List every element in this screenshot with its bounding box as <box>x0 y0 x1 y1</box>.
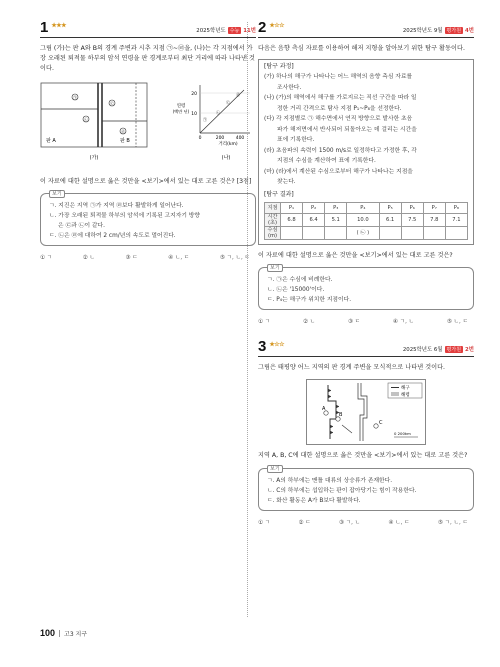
question-3-source: 2025학년도 6월 평가원 2번 <box>402 346 474 354</box>
table-cell <box>379 226 401 239</box>
question-1-number: 1 <box>40 19 49 36</box>
column-divider <box>247 22 248 617</box>
table-cell: P₁ <box>281 202 303 213</box>
page-number: 100 <box>40 628 56 638</box>
table-cell <box>303 226 325 239</box>
table-cell: ( ㉡ ) <box>347 226 379 239</box>
table-row <box>265 226 468 239</box>
option-2[interactable]: ② ㄴ <box>302 319 316 326</box>
bogi-item: ㄴ. ㉡은 '15000'이다. <box>267 287 325 294</box>
question-1-figure-svg <box>40 81 256 167</box>
point-d-label: ㉣ <box>121 128 125 134</box>
question-3-bogi-box <box>258 465 474 511</box>
legend-ridge-label: 해령 <box>401 393 410 399</box>
graph-tick-x400: 400 <box>235 135 245 141</box>
point-a-label: ㉠ <box>73 94 77 100</box>
inquiry-process-title: [탐구 과정] <box>264 63 294 71</box>
table-cell: 7.1 <box>445 213 467 226</box>
question-1-bogi-box <box>40 193 256 246</box>
table-cell: P₇ <box>423 202 445 213</box>
difficulty-stars: ★☆☆ <box>269 23 284 29</box>
region-c-marker <box>374 424 378 428</box>
graph-tick-x200: 200 <box>215 135 225 141</box>
bogi-item: ㄴ. 가장 오래된 퇴적물 하부의 암석에 기록된 고지자기 방향 <box>49 213 200 220</box>
bogi-item: ㄱ. A의 하부에는 맨틀 대류의 상승류가 존재한다. <box>267 477 393 484</box>
point-c-label: ㉢ <box>110 100 114 106</box>
scale-label: 0 200km <box>394 431 411 437</box>
legend-trench-label: 해구 <box>401 386 410 392</box>
bogi-item: ㄱ. 지진은 지역 ㉠가 지역 ㉣보다 활발하게 일어난다. <box>49 203 184 210</box>
inquiry-step-line: (가) 하나의 해구가 나타나는 어느 해역의 음향 측심 자료를 <box>264 74 413 81</box>
difficulty-stars: ★★★ <box>51 23 66 29</box>
table-cell: P₂ <box>303 202 325 213</box>
option-2[interactable]: ② ㄷ <box>298 519 311 526</box>
result-table <box>264 202 468 240</box>
question-2-options <box>258 317 474 325</box>
table-cell: P₅ <box>379 202 401 213</box>
question-3-number: 3 <box>258 338 267 356</box>
table-cell: P₈ <box>445 202 467 213</box>
bogi-item: ㄷ. 화산 활동은 A가 B보다 활발하다. <box>267 497 361 504</box>
graph-point-a: ㉠ <box>203 116 207 122</box>
plate-boundary-map <box>306 379 426 445</box>
table-cell: 6.8 <box>281 213 303 226</box>
bogi-label: 보기 <box>267 264 283 272</box>
plate-b-label: 판 B <box>120 137 130 144</box>
table-header: 수심 (m) <box>265 226 281 239</box>
option-3[interactable]: ③ ㄷ <box>125 255 138 262</box>
bogi-item: ㄷ. ㉡은 ㉣에 대하여 2 cm/년의 속도로 멀어진다. <box>49 233 176 240</box>
option-3[interactable]: ③ ㄱ, ㄴ <box>338 519 361 526</box>
option-4[interactable]: ④ ㄱ, ㄴ <box>392 319 415 326</box>
bogi-item: 은 ㉢과 ㉡이 같다. <box>58 223 105 230</box>
bogi-label: 보기 <box>267 465 283 473</box>
question-1-prompt: 이 자료에 대한 설명으로 옳은 것만을 <보기>에서 있는 대로 고른 것은? [3점] <box>40 177 252 185</box>
question-3-header <box>258 338 474 357</box>
point-b-label: ㉡ <box>84 116 88 122</box>
table-cell: P₃ <box>325 202 347 213</box>
table-header: 시간 (초) <box>265 213 281 226</box>
option-4[interactable]: ④ ㄴ, ㄷ <box>168 255 190 262</box>
exam-tag: 평가원 <box>446 27 462 34</box>
figure-na-caption: (나) <box>221 154 231 161</box>
table-cell <box>401 226 423 239</box>
graph-tick-y10: 10 <box>191 111 197 117</box>
question-3-options <box>258 518 474 526</box>
question-2-prompt: 이 자료에 대한 설명으로 옳은 것만을 <보기>에서 있는 대로 고른 것은? <box>258 251 453 259</box>
question-3-prompt: 지역 A, B, C에 대한 설명으로 옳은 것만을 <보기>에서 있는 대로 고른 것은? <box>258 452 468 460</box>
option-1[interactable]: ① ㄱ <box>258 319 271 326</box>
option-2[interactable]: ② ㄴ <box>82 255 95 262</box>
table-cell: P₆ <box>401 202 423 213</box>
plate-a-label: 판 A <box>46 137 56 144</box>
graph-tick-y20: 20 <box>191 91 197 97</box>
option-1[interactable]: ① ㄱ <box>40 255 53 262</box>
inquiry-process-steps <box>264 72 468 188</box>
table-cell: 6.1 <box>379 213 401 226</box>
table-cell: 7.8 <box>423 213 445 226</box>
inquiry-step-line: (라) 초음파의 속력이 1500 m/s로 일정하다고 가정한 후, 각 <box>264 147 417 154</box>
question-1-stem: 그림 (가)는 판 A와 B의 경계 주변과 시추 지점 ㉠~㉣을, (나)는 각 지점에서 가장 오래된 퇴적물 하부의 암석 연령을 판 경계로부터 최단 거리에 따라 나타낸 것이다. <box>40 45 255 73</box>
figure-ga-caption: (가) <box>89 154 99 161</box>
question-1-source: 2025학년도 수능 11번 <box>196 27 256 34</box>
question-2-stem: 다음은 음향 측심 자료를 이용하여 해저 지형을 알아보기 위한 탐구 활동이다. <box>258 45 465 52</box>
table-row <box>265 202 468 213</box>
graph-point-b: ㉡ <box>216 109 220 115</box>
option-4[interactable]: ④ ㄴ, ㄷ <box>388 519 410 526</box>
option-5[interactable]: ⑤ ㄱ, ㄴ, ㄷ <box>219 255 250 262</box>
table-cell: 5.1 <box>325 213 347 226</box>
question-1-header <box>40 19 256 38</box>
table-cell: 7.5 <box>401 213 423 226</box>
inquiry-step-line: (나) (가)의 해역에서 해구를 가로지르는 직선 구간을 따라 일 <box>264 95 417 102</box>
graph-xlabel: 거리(km) <box>218 141 238 147</box>
map-frame <box>41 83 147 147</box>
subject-label: 고3 지구 <box>64 630 88 638</box>
table-cell: 10.0 <box>347 213 379 226</box>
table-cell <box>445 226 467 239</box>
inquiry-step-line: 지점의 수심을 계산하여 표에 기록한다. <box>277 158 376 165</box>
exam-tag: 수능 <box>229 27 240 34</box>
table-cell: 6.4 <box>303 213 325 226</box>
page-footer <box>40 628 87 638</box>
region-c-label: C <box>379 420 383 427</box>
inquiry-step-line: 조사한다. <box>277 84 302 91</box>
inquiry-step-line: 파가 해저면에서 반사되어 되돌아오는 데 걸리는 시간을 <box>277 126 417 133</box>
question-2-number: 2 <box>258 19 267 36</box>
footer-divider <box>59 630 60 637</box>
inquiry-result-title: [탐구 결과] <box>264 190 294 198</box>
inquiry-step-line: (마) (라)에서 계산된 수심으로부터 해구가 나타나는 지점을 <box>264 168 413 175</box>
table-cell <box>423 226 445 239</box>
graph-point-c: ㉢ <box>226 99 230 105</box>
table-header: 지점 <box>265 202 281 213</box>
graph-ylabel-2: (백만 년) <box>172 108 190 114</box>
question-2-bogi-box <box>258 267 474 310</box>
table-row <box>265 213 468 226</box>
bogi-item: ㄴ. C의 하부에는 섭입하는 판이 잡아당기는 힘이 작용한다. <box>267 487 417 494</box>
difficulty-stars: ★☆☆ <box>269 342 284 349</box>
option-1[interactable]: ① ㄱ <box>258 519 271 526</box>
exam-tag: 평가원 <box>446 346 462 353</box>
question-1-figures <box>40 81 256 171</box>
bogi-item: ㄷ. P₄는 해구가 위치한 지점이다. <box>267 297 352 304</box>
region-a-label: A <box>322 406 326 413</box>
table-cell <box>281 226 303 239</box>
inquiry-step-line: 찾는다. <box>277 179 296 186</box>
option-5[interactable]: ⑤ ㄱ, ㄴ, ㄷ <box>437 519 468 526</box>
right-column <box>258 19 474 526</box>
region-b-label: B <box>339 412 343 419</box>
inquiry-step-line: 정한 거리 간격으로 탐사 지점 P₁~P₈을 선정한다. <box>277 105 402 112</box>
table-cell: P₄ <box>347 202 379 213</box>
inquiry-box <box>258 59 474 245</box>
graph-tick-x0: 0 <box>198 135 202 141</box>
graph-point-d: ㉣ <box>236 91 240 97</box>
bogi-item: ㄱ. ㉠은 수심에 비례한다. <box>267 277 333 284</box>
question-1-options <box>40 253 256 261</box>
option-3[interactable]: ③ ㄷ <box>347 319 361 326</box>
table-cell <box>325 226 347 239</box>
question-2-header <box>258 19 474 38</box>
inquiry-step-line: 표에 기록한다. <box>277 137 315 144</box>
inquiry-step-line: (다) 각 지점별로 ㉠ 해수면에서 연직 방향으로 발사한 초음 <box>264 116 413 123</box>
option-5[interactable]: ⑤ ㄴ, ㄷ <box>446 319 468 326</box>
left-column <box>40 19 256 262</box>
graph-ylabel-1: 연령 <box>176 103 186 109</box>
question-3-figure <box>258 379 474 445</box>
question-2-source: 2025학년도 9월 평가원 4번 <box>402 27 474 34</box>
bogi-label: 보기 <box>49 190 65 198</box>
question-3-stem: 그림은 태평양 어느 지역의 판 경계 주변을 모식적으로 나타낸 것이다. <box>258 364 446 372</box>
